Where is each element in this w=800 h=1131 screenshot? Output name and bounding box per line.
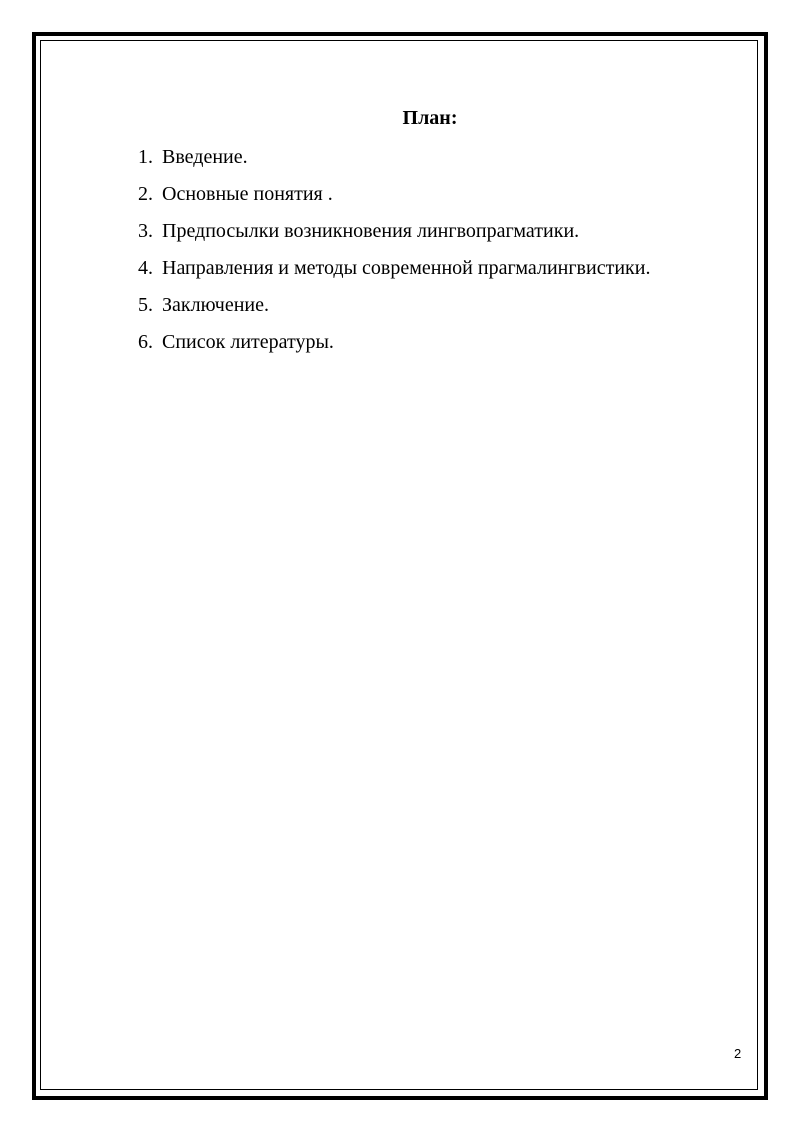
- page-number: 2: [734, 1046, 742, 1061]
- list-item-text: Заключение.: [162, 294, 269, 316]
- table-of-contents: [138, 142, 650, 364]
- list-item: [138, 216, 650, 253]
- list-item-number: 6.: [138, 331, 153, 353]
- list-item-number: 3.: [138, 220, 153, 242]
- list-item-text: Предпосылки возникновения лингвопрагматики.: [162, 220, 580, 242]
- list-item-text: Введение.: [162, 146, 248, 168]
- list-item: [138, 142, 650, 179]
- page-title: План:: [402, 107, 458, 129]
- list-item: [138, 290, 650, 327]
- list-item-text: Основные понятия .: [162, 183, 333, 205]
- list-item-number: 4.: [138, 257, 153, 279]
- list-item-number: 1.: [138, 146, 153, 168]
- list-item-text: Список литературы.: [162, 331, 334, 353]
- list-item-text: Направления и методы современной прагмалингвистики.: [162, 257, 651, 279]
- list-item-number: 5.: [138, 294, 153, 316]
- list-item: [138, 253, 650, 290]
- list-item: [138, 179, 650, 216]
- list-item: [138, 327, 650, 364]
- list-item-number: 2.: [138, 183, 153, 205]
